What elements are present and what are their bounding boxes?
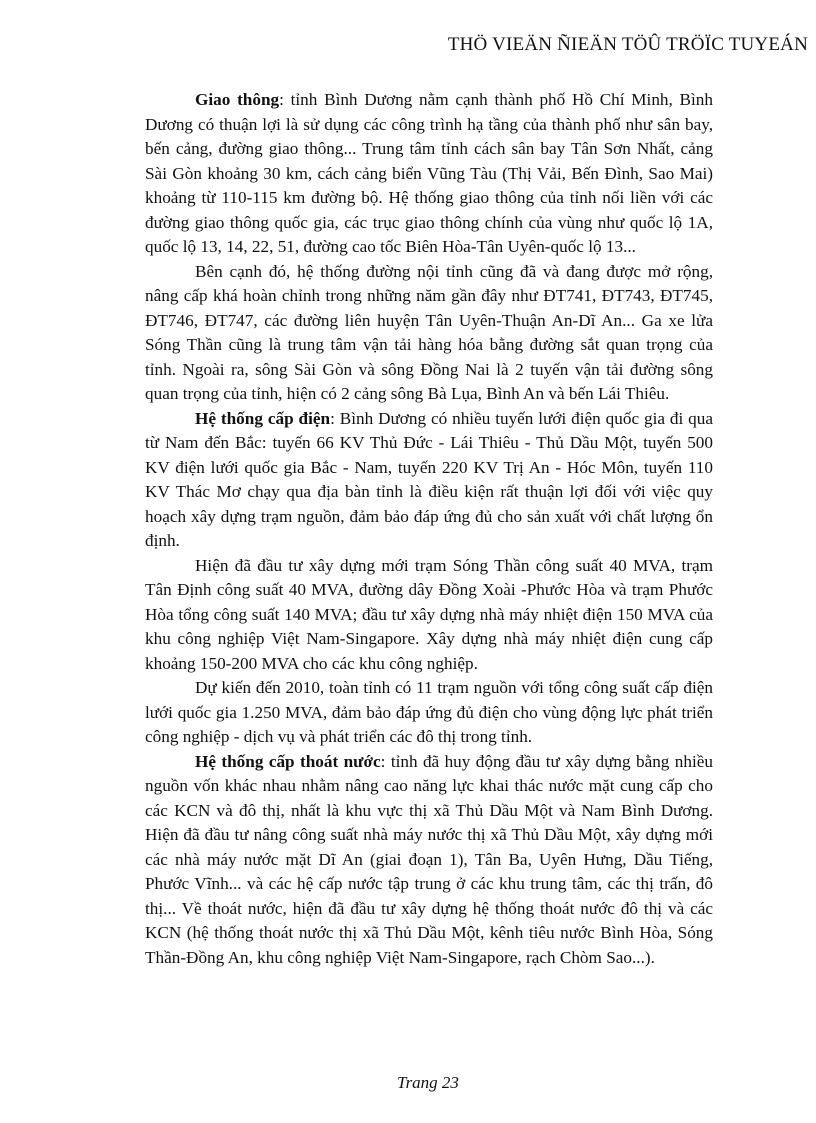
paragraph-text: : tỉnh Bình Dương nằm cạnh thành phố Hồ Chí Minh, Bình Dương có thuận lợi là sử dụng các công trình hạ tầng của thành phố như sân bay, bến cảng, đường giao thông... Trung tâm tỉnh cách sân bay Tân Sơn Nhất, cảng Sài Gòn khoảng 30 km, cách cảng biển Vũng Tàu (Thị Vải, Bến Đình, Sao Mai) khoảng từ 110-115 km đường bộ. Hệ thống giao thông của tỉnh nối liền với các đường giao thông quốc gia, các trục giao thông chính của vùng như quốc lộ 1A, quốc lộ 13, 14, 22, 51, đường cao tốc Biên Hòa-Tân Uyên-quốc lộ 13... (145, 90, 713, 256)
paragraph-text: Dự kiến đến 2010, toàn tỉnh có 11 trạm nguồn với tổng công suất cấp điện lưới quốc gia 1.250 MVA, đảm bảo đáp ứng đủ điện cho vùng động lực phát triển công nghiệp - dịch vụ và phát triển các đô thị trong tỉnh. (145, 678, 713, 746)
paragraph-tram-nguon (145, 554, 713, 677)
paragraph-giao-thong (145, 88, 713, 260)
paragraph-text: Hiện đã đầu tư xây dựng mới trạm Sóng Thần công suất 40 MVA, trạm Tân Định công suất 40 MVA, đường dây Đồng Xoài -Phước Hòa và trạm Phước Hòa tổng công suất 140 MVA; đầu tư xây dựng nhà máy nhiệt điện 150 MVA của khu công nghiệp Việt Nam-Singapore. Xây dựng nhà máy nhiệt điện cung cấp khoảng 150-200 MVA cho các khu công nghiệp. (145, 555, 713, 673)
running-header: THÖ VIEÄN ÑIEÄN TÖÛ TRÖÏC TUYEÁN (447, 34, 808, 55)
paragraph-text: : Bình Dương có nhiều tuyến lưới điện quốc gia đi qua từ Nam đến Bắc: tuyến 66 KV Thủ Đức - Lái Thiêu - Thủ Dầu Một, tuyến 500 KV điện lưới quốc gia Bắc - Nam, tuyến 220 KV Trị An - Hóc Môn, tuyến 110 KV Thác Mơ chạy qua địa bàn tỉnh là điều kiện rất thuận lợi đối với việc quy hoạch xây dựng trạm nguồn, đảm bảo đáp ứng đủ cho sản xuất với chất lượng ổn định. (145, 408, 713, 550)
paragraph-heading: Hệ thống cấp điện (195, 408, 331, 428)
paragraph-duong-noi-tinh (145, 260, 713, 407)
paragraph-heading: Hệ thống cấp thoát nước (195, 751, 381, 771)
paragraph-cap-thoat-nuoc (145, 750, 713, 971)
page-number: Trang 23 (397, 1073, 459, 1092)
paragraph-du-kien-2010 (145, 676, 713, 750)
paragraph-heading: Giao thông (195, 90, 280, 109)
paragraph-text: Bên cạnh đó, hệ thống đường nội tỉnh cũng đã và đang được mở rộng, nâng cấp khá hoàn chỉnh trong những năm gần đây như ĐT741, ĐT743, ĐT745, ĐT746, ĐT747, các đường liên huyện Tân Uyên-Thuận An-Dĩ An... Ga xe lửa Sóng Thần cũng là trung tâm vận tải hàng hóa bằng đường sắt quan trọng của tỉnh. Ngoài ra, sông Sài Gòn và sông Đồng Nai là 2 tuyến vận tải đường sông quan trọng của tỉnh, hiện có 2 cảng sông Bà Lụa, Bình An và bến Lái Thiêu. (145, 261, 713, 403)
paragraph-cap-dien (145, 407, 713, 554)
body-text (145, 88, 713, 970)
paragraph-text: : tỉnh đã huy động đầu tư xây dựng bằng nhiều nguồn vốn khác nhau nhằm nâng cao năng lực khai thác nước mặt cung cấp cho các KCN và đô thị, nhất là khu vực thị xã Thủ Dầu Một và Nam Bình Dương. Hiện đã đầu tư nâng công suất nhà máy nước thị xã Thủ Dầu Một, xây dựng mới các nhà máy nước mặt Dĩ An (giai đoạn 1), Tân Ba, Uyên Hưng, Dầu Tiếng, Phước Vĩnh... và các hệ cấp nước tập trung ở các khu trung tâm, các thị trấn, đô thị... Về thoát nước, hiện đã đầu tư xây dựng hệ thống thoát nước đô thị và các KCN (hệ thống thoát nước thị xã Thủ Dầu Một, kênh tiêu nước Bình Hòa, Sóng Thần-Đồng An, khu công nghiệp Việt Nam-Singapore, rạch Chòm Sao...). (145, 751, 713, 967)
